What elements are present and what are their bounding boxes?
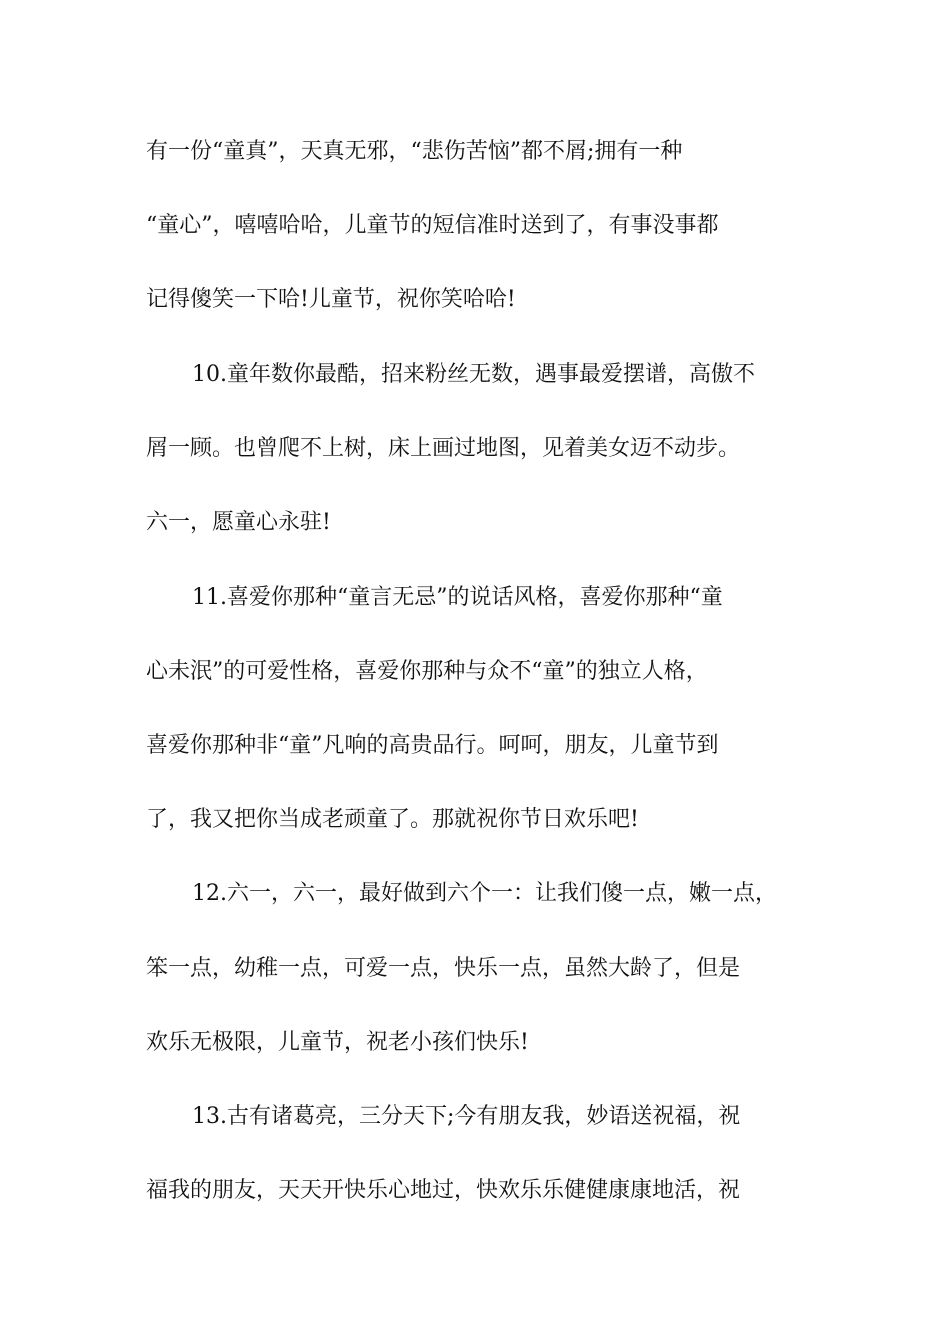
- text-line-1: 有一份“童真”，天真无邪，“悲伤苦恼”都不屑;拥有一种: [146, 139, 683, 164]
- text-line-4: 10.童年数你最酷，招来粉丝无数，遇事最爱摆谱，高傲不: [192, 362, 755, 387]
- text-line-5: 屑一顾。也曾爬不上树，床上画过地图，见着美女迈不动步。: [146, 436, 741, 461]
- text-line-7: 11.喜爱你那种“童言无忌”的说话风格，喜爱你那种“童: [192, 585, 723, 610]
- text-line-14: 13.古有诸葛亮，三分天下;今有朋友我，妙语送祝福，祝: [192, 1104, 741, 1129]
- text-line-6: 六一，愿童心永驻!: [146, 510, 331, 535]
- text-line-15: 福我的朋友，天天开快乐心地过，快欢乐乐健健康康地活，祝: [146, 1178, 741, 1203]
- text-line-13: 欢乐无极限，儿童节，祝老小孩们快乐!: [146, 1030, 529, 1055]
- text-line-2: “童心”，嘻嘻哈哈，儿童节的短信准时送到了，有事没事都: [146, 213, 719, 238]
- text-line-10: 了，我又把你当成老顽童了。那就祝你节日欢乐吧!: [146, 807, 639, 832]
- text-line-11: 12.六一，六一，最好做到六个一：让我们傻一点，嫩一点，: [192, 881, 777, 906]
- text-line-3: 记得傻笑一下哈!儿童节，祝你笑哈哈!: [146, 287, 516, 312]
- text-line-8: 心未泯”的可爱性格，喜爱你那种与众不“童”的独立人格，: [146, 659, 708, 684]
- text-line-12: 笨一点，幼稚一点，可爱一点，快乐一点，虽然大龄了，但是: [146, 956, 741, 981]
- text-line-9: 喜爱你那种非“童”凡响的高贵品行。呵呵，朋友，儿童节到: [146, 733, 719, 758]
